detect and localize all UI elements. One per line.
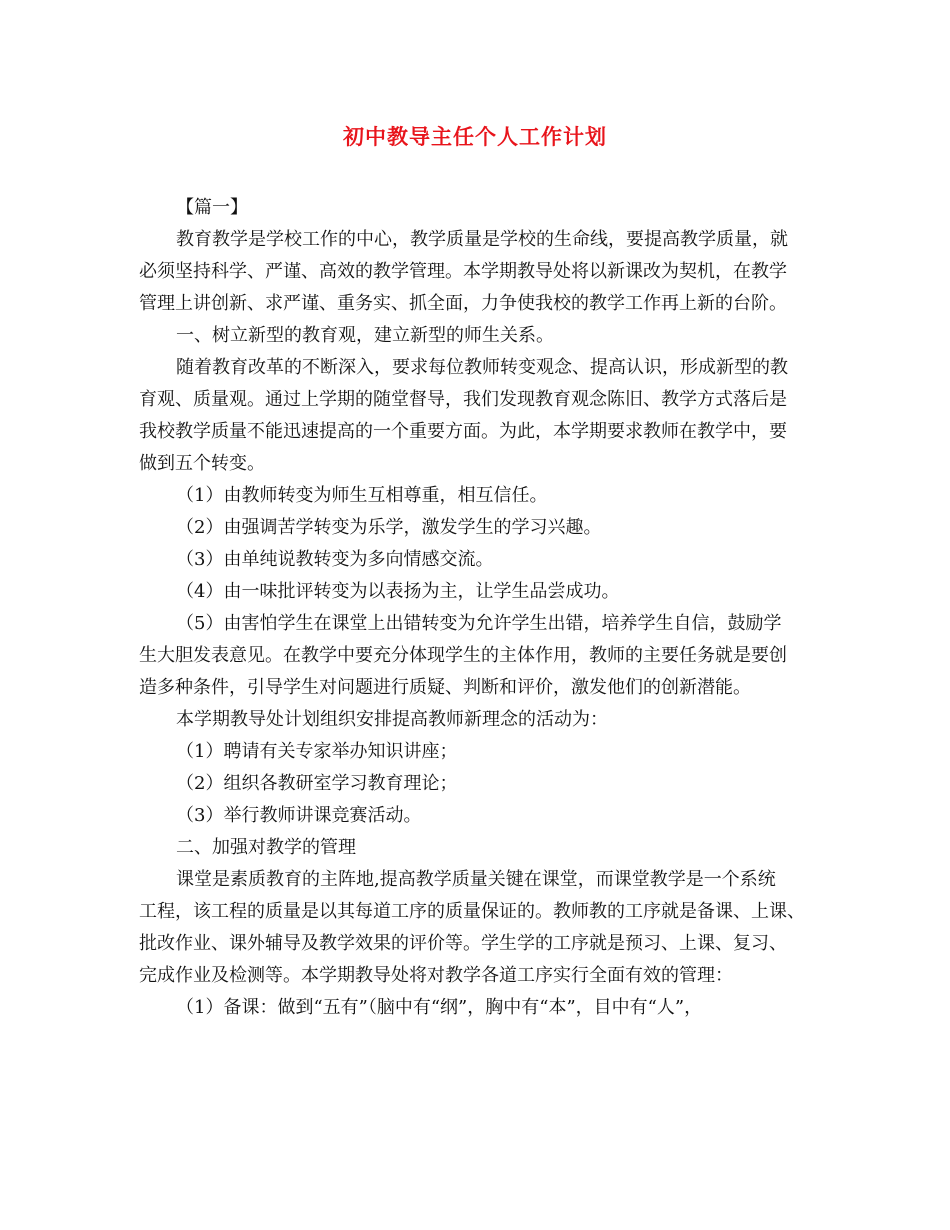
text-line: 生大胆发表意见。在教学中要充分体现学生的主体作用，教师的主要任务就是要创 — [139, 645, 787, 666]
text-line: 教育教学是学校工作的中心，教学质量是学校的生命线，要提高教学质量，就 — [176, 229, 788, 250]
text-line: 随着教育改革的不断深入，要求每位教师转变观念、提高认识，形成新型的教 — [176, 357, 788, 378]
text-line: 必须坚持科学、严谨、高效的教学管理。本学期教导处将以新课改为契机，在教学 — [139, 261, 787, 282]
text-line: 完成作业及检测等。本学期教导处将对教学各道工序实行全面有效的管理： — [139, 965, 733, 986]
text-line: 我校教学质量不能迅速提高的一个重要方面。为此，本学期要求教师在教学中，要 — [139, 421, 787, 442]
text-line: 二、加强对教学的管理 — [176, 837, 356, 858]
text-line: 课堂是素质教育的主阵地,提高教学质量关键在课堂，而课堂教学是一个系统 — [176, 869, 776, 890]
text-line: （5）由害怕学生在课堂上出错转变为允许学生出错，培养学生自信，鼓励学 — [176, 613, 782, 634]
text-line: 【篇一】 — [176, 197, 248, 218]
text-line: （2）由强调苦学转变为乐学，激发学生的学习兴趣。 — [176, 517, 602, 538]
text-line: 一、树立新型的教育观，建立新型的师生关系。 — [176, 325, 554, 346]
text-line: 工程，该工程的质量是以其每道工序的质量保证的。教师教的工序就是备课、上课、 — [139, 901, 805, 922]
document-title: 初中教导主任个人工作计划 — [343, 124, 607, 149]
text-line: 管理上讲创新、求严谨、重务实、抓全面，力争使我校的教学工作再上新的台阶。 — [139, 293, 787, 314]
text-line: （4）由一味批评转变为以表扬为主，让学生品尝成功。 — [176, 581, 620, 602]
text-line: 造多种条件，引导学生对问题进行质疑、判断和评价，激发他们的创新潜能。 — [139, 677, 751, 698]
text-line: （3）由单纯说教转变为多向情感交流。 — [176, 549, 494, 570]
text-line: （3）举行教师讲课竞赛活动。 — [176, 805, 422, 826]
text-line: （2）组织各教研室学习教育理论； — [176, 773, 458, 794]
text-line: 做到五个转变。 — [139, 453, 265, 474]
document-body — [139, 192, 819, 1024]
text-line: 批改作业、课外辅导及教学效果的评价等。学生学的工序就是预习、上课、复习、 — [139, 933, 787, 954]
text-line: （1）由教师转变为师生互相尊重，相互信任。 — [176, 485, 548, 506]
text-line: 本学期教导处计划组织安排提高教师新理念的活动为： — [176, 709, 608, 730]
text-line: 育观、质量观。通过上学期的随堂督导，我们发现教育观念陈旧、教学方式落后是 — [139, 389, 787, 410]
text-line: （1）备课：做到“五有”（脑中有“纲”，胸中有“本”，目中有“人”， — [176, 997, 703, 1018]
text-line: （1）聘请有关专家举办知识讲座； — [176, 741, 458, 762]
